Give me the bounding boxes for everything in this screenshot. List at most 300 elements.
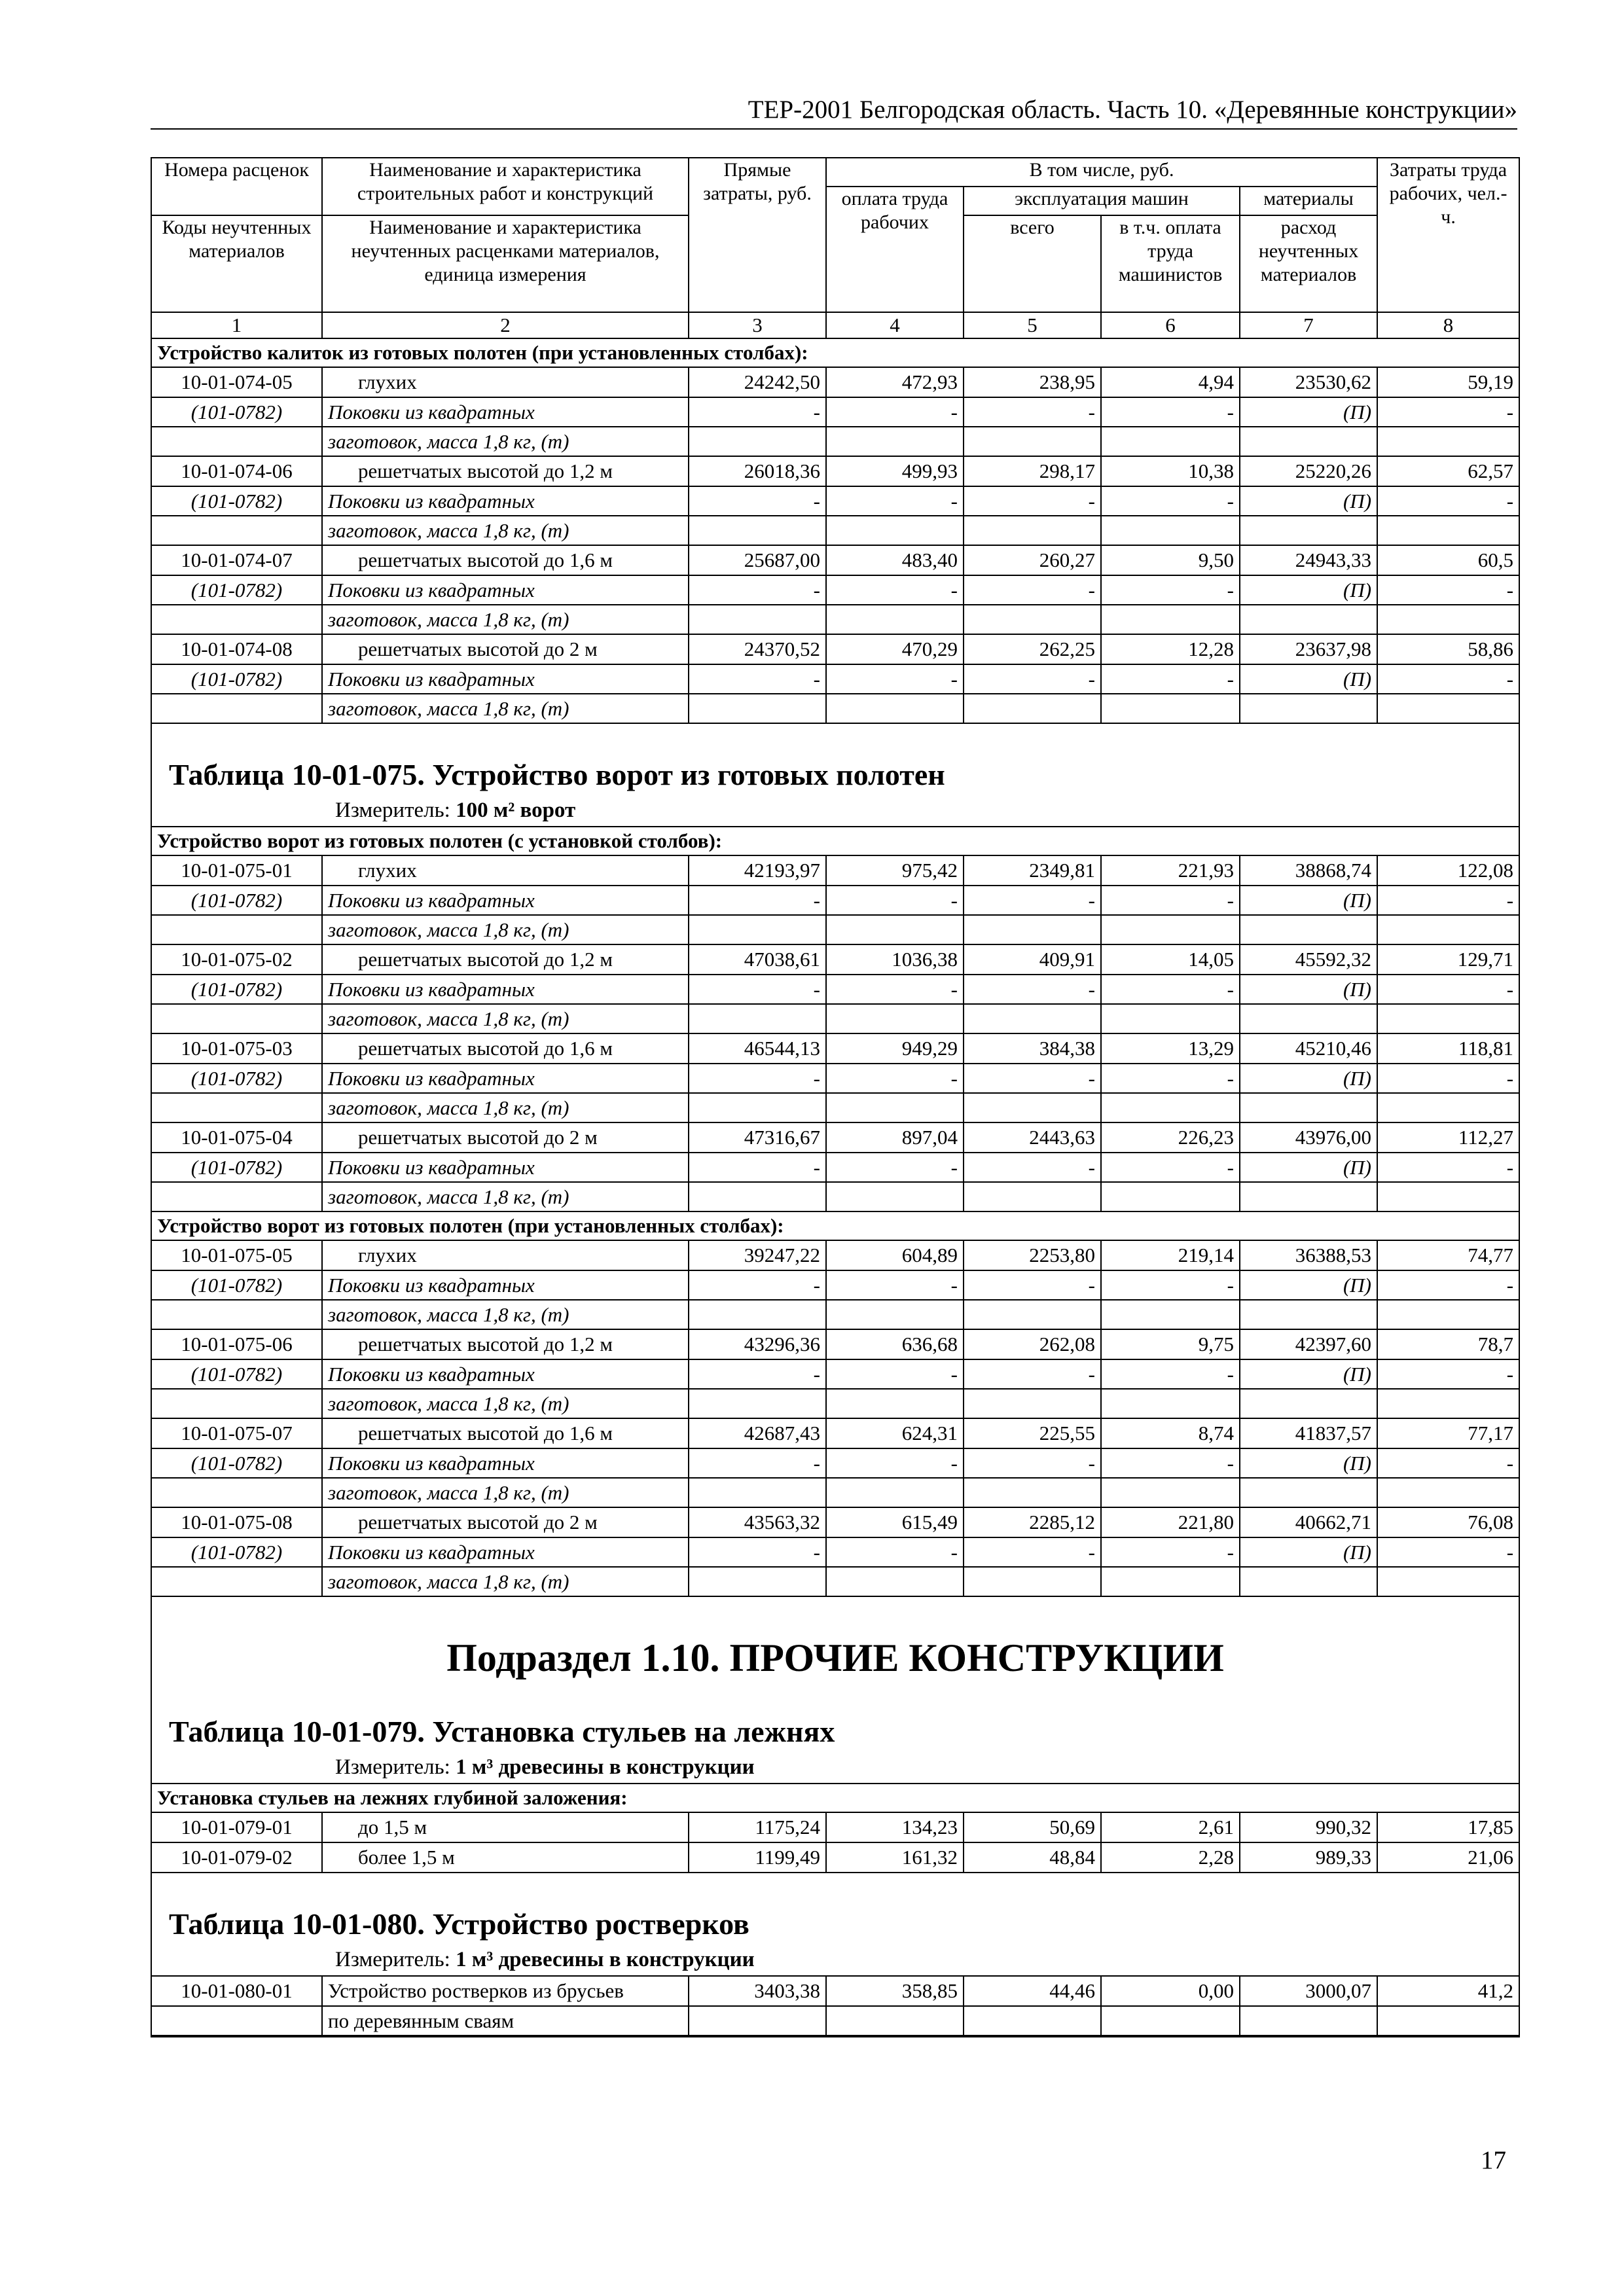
empty-cell bbox=[1101, 1389, 1240, 1418]
value-c5: 2285,12 bbox=[964, 1507, 1101, 1537]
material-d7: (П) bbox=[1240, 486, 1377, 516]
value-c4: 499,93 bbox=[826, 456, 964, 486]
value-c8: 74,77 bbox=[1377, 1240, 1519, 1270]
material-name-cont: заготовок, масса 1,8 кг, (т) bbox=[322, 694, 689, 723]
rate-code: 10-01-080-01 bbox=[152, 1976, 322, 2006]
empty-cell bbox=[152, 1300, 322, 1329]
table-row bbox=[152, 634, 1519, 664]
material-d6: - bbox=[1101, 1270, 1240, 1300]
empty-cell bbox=[1377, 1004, 1519, 1033]
material-d5: - bbox=[964, 1270, 1101, 1300]
value-c4: 624,31 bbox=[826, 1418, 964, 1448]
value-c4: 949,29 bbox=[826, 1033, 964, 1064]
material-d3: - bbox=[689, 1359, 826, 1389]
section-075a-rows bbox=[152, 855, 1519, 1211]
empty-cell bbox=[152, 605, 322, 634]
material-code: (101-0782) bbox=[152, 1359, 322, 1389]
material-d5: - bbox=[964, 1359, 1101, 1389]
empty-cell bbox=[1101, 2006, 1240, 2036]
empty-cell bbox=[689, 1004, 826, 1033]
work-name: решетчатых высотой до 2 м bbox=[322, 1507, 689, 1537]
value-c4: 615,49 bbox=[826, 1507, 964, 1537]
empty-cell bbox=[1240, 605, 1377, 634]
material-name: Поковки из квадратных bbox=[322, 1270, 689, 1300]
empty-cell bbox=[1240, 694, 1377, 723]
table-row bbox=[152, 1329, 1519, 1359]
table-080-title: Таблица 10-01-080. Устройство ростверков bbox=[169, 1907, 749, 1941]
value-c5: 2253,80 bbox=[964, 1240, 1101, 1270]
material-code: (101-0782) bbox=[152, 664, 322, 694]
rate-code: 10-01-074-06 bbox=[152, 456, 322, 486]
material-d8: - bbox=[1377, 664, 1519, 694]
rate-code: 10-01-075-01 bbox=[152, 855, 322, 886]
table-row-material bbox=[152, 1270, 1519, 1300]
empty-cell bbox=[1101, 694, 1240, 723]
material-d5: - bbox=[964, 486, 1101, 516]
table-075-title: Таблица 10-01-075. Устройство ворот из готовых полотен bbox=[169, 758, 945, 791]
col-number: 2 bbox=[322, 312, 689, 338]
value-c7: 42397,60 bbox=[1240, 1329, 1377, 1359]
col-number: 4 bbox=[826, 312, 964, 338]
material-name: Поковки из квадратных bbox=[322, 1359, 689, 1389]
material-d6: - bbox=[1101, 397, 1240, 427]
empty-cell bbox=[1377, 1093, 1519, 1122]
material-d8: - bbox=[1377, 1448, 1519, 1478]
section-subheading: Установка стульев на лежнях глубиной заложения: bbox=[152, 1784, 1519, 1812]
value-c7: 989,33 bbox=[1240, 1842, 1377, 1873]
empty-cell bbox=[689, 1389, 826, 1418]
material-d3: - bbox=[689, 486, 826, 516]
empty-cell bbox=[1377, 915, 1519, 944]
value-c8: 58,86 bbox=[1377, 634, 1519, 664]
material-d5: - bbox=[964, 397, 1101, 427]
empty-cell bbox=[152, 1004, 322, 1033]
col2-bottom-header: Наименование и характеристика неучтенных расценками материалов, единица измерения bbox=[322, 215, 689, 312]
material-code: (101-0782) bbox=[152, 1153, 322, 1182]
table-row bbox=[152, 1122, 1519, 1153]
table-row bbox=[152, 1976, 1519, 2006]
measure-label: Измеритель: bbox=[335, 798, 450, 822]
empty-cell bbox=[964, 516, 1101, 545]
empty-cell bbox=[689, 1567, 826, 1596]
material-name-cont: заготовок, масса 1,8 кг, (т) bbox=[322, 915, 689, 944]
page-header: ТЕР-2001 Белгородская область. Часть 10. «Деревянные конструкции» bbox=[151, 92, 1517, 130]
table-row-material bbox=[152, 575, 1519, 605]
empty-cell bbox=[1377, 427, 1519, 456]
rates-table-080 bbox=[152, 1975, 1519, 2036]
material-d7: (П) bbox=[1240, 397, 1377, 427]
table-row bbox=[152, 1507, 1519, 1537]
value-c5: 2443,63 bbox=[964, 1122, 1101, 1153]
col-number: 7 bbox=[1240, 312, 1377, 338]
empty-cell bbox=[964, 427, 1101, 456]
value-c5: 50,69 bbox=[964, 1812, 1101, 1842]
value-c4: 897,04 bbox=[826, 1122, 964, 1153]
table-row-cont bbox=[152, 2006, 1519, 2036]
work-name: решетчатых высотой до 1,6 м bbox=[322, 1418, 689, 1448]
material-d8: - bbox=[1377, 975, 1519, 1004]
empty-cell bbox=[152, 516, 322, 545]
material-d8: - bbox=[1377, 1153, 1519, 1182]
material-d4: - bbox=[826, 664, 964, 694]
material-d6: - bbox=[1101, 1153, 1240, 1182]
rate-code: 10-01-075-04 bbox=[152, 1122, 322, 1153]
material-d6: - bbox=[1101, 664, 1240, 694]
empty-cell bbox=[689, 694, 826, 723]
empty-cell bbox=[152, 427, 322, 456]
empty-cell bbox=[152, 1567, 322, 1596]
material-d8: - bbox=[1377, 486, 1519, 516]
empty-cell bbox=[826, 1300, 964, 1329]
material-code: (101-0782) bbox=[152, 1064, 322, 1093]
empty-cell bbox=[1240, 1389, 1377, 1418]
value-c7: 3000,07 bbox=[1240, 1976, 1377, 2006]
empty-cell bbox=[1101, 427, 1240, 456]
empty-cell bbox=[152, 1182, 322, 1211]
material-d7: (П) bbox=[1240, 1448, 1377, 1478]
material-code: (101-0782) bbox=[152, 1270, 322, 1300]
material-name-cont: заготовок, масса 1,8 кг, (т) bbox=[322, 605, 689, 634]
table-row-material bbox=[152, 886, 1519, 915]
table-row-material bbox=[152, 486, 1519, 516]
value-c8: 78,7 bbox=[1377, 1329, 1519, 1359]
table-075-measure bbox=[152, 795, 1519, 826]
rates-table-074 bbox=[152, 157, 1519, 724]
empty-cell bbox=[1101, 1182, 1240, 1211]
table-row-material bbox=[152, 1448, 1519, 1478]
material-d3: - bbox=[689, 975, 826, 1004]
table-row bbox=[152, 545, 1519, 575]
material-name-cont: заготовок, масса 1,8 кг, (т) bbox=[322, 1567, 689, 1596]
work-name: глухих bbox=[322, 855, 689, 886]
machines-header: эксплуатация машин bbox=[964, 187, 1240, 215]
table-row-material-cont bbox=[152, 516, 1519, 545]
value-c6: 219,14 bbox=[1101, 1240, 1240, 1270]
value-c4: 358,85 bbox=[826, 1976, 964, 2006]
empty-cell bbox=[964, 1300, 1101, 1329]
value-c4: 470,29 bbox=[826, 634, 964, 664]
empty-cell bbox=[1240, 2006, 1377, 2036]
material-d4: - bbox=[826, 1359, 964, 1389]
value-c4: 483,40 bbox=[826, 545, 964, 575]
empty-cell bbox=[1101, 915, 1240, 944]
material-code: (101-0782) bbox=[152, 486, 322, 516]
material-d7: (П) bbox=[1240, 1153, 1377, 1182]
empty-cell bbox=[826, 915, 964, 944]
material-d7: (П) bbox=[1240, 886, 1377, 915]
value-c5: 262,08 bbox=[964, 1329, 1101, 1359]
material-name-cont: заготовок, масса 1,8 кг, (т) bbox=[322, 1093, 689, 1122]
empty-cell bbox=[1101, 516, 1240, 545]
value-c8: 60,5 bbox=[1377, 545, 1519, 575]
value-c3: 46544,13 bbox=[689, 1033, 826, 1064]
material-d6: - bbox=[1101, 486, 1240, 516]
empty-cell bbox=[826, 1478, 964, 1507]
material-name-cont: заготовок, масса 1,8 кг, (т) bbox=[322, 516, 689, 545]
material-d8: - bbox=[1377, 886, 1519, 915]
material-name: Поковки из квадратных bbox=[322, 886, 689, 915]
empty-cell bbox=[964, 915, 1101, 944]
material-name: Поковки из квадратных bbox=[322, 1064, 689, 1093]
table-row bbox=[152, 456, 1519, 486]
material-d6: - bbox=[1101, 1064, 1240, 1093]
material-name: Поковки из квадратных bbox=[322, 575, 689, 605]
value-c7: 41837,57 bbox=[1240, 1418, 1377, 1448]
value-c6: 2,28 bbox=[1101, 1842, 1240, 1873]
value-c8: 122,08 bbox=[1377, 855, 1519, 886]
col-number: 3 bbox=[689, 312, 826, 338]
empty-cell bbox=[1377, 605, 1519, 634]
material-name-cont: заготовок, масса 1,8 кг, (т) bbox=[322, 1389, 689, 1418]
material-d3: - bbox=[689, 1537, 826, 1567]
empty-cell bbox=[152, 1093, 322, 1122]
empty-cell bbox=[689, 2006, 826, 2036]
table-row-material-cont bbox=[152, 1389, 1519, 1418]
empty-cell bbox=[826, 2006, 964, 2036]
material-d3: - bbox=[689, 886, 826, 915]
material-d3: - bbox=[689, 664, 826, 694]
value-c3: 42687,43 bbox=[689, 1418, 826, 1448]
material-d3: - bbox=[689, 1448, 826, 1478]
value-c4: 1036,38 bbox=[826, 944, 964, 975]
table-row bbox=[152, 1842, 1519, 1873]
empty-cell bbox=[1377, 1567, 1519, 1596]
table-row bbox=[152, 944, 1519, 975]
empty-cell bbox=[1377, 1478, 1519, 1507]
material-code: (101-0782) bbox=[152, 975, 322, 1004]
col-number: 6 bbox=[1101, 312, 1240, 338]
value-c6: 12,28 bbox=[1101, 634, 1240, 664]
empty-cell bbox=[1240, 1093, 1377, 1122]
empty-cell bbox=[826, 427, 964, 456]
value-c7: 25220,26 bbox=[1240, 456, 1377, 486]
value-c6: 9,75 bbox=[1101, 1329, 1240, 1359]
table-row-material bbox=[152, 1064, 1519, 1093]
material-d7: (П) bbox=[1240, 1064, 1377, 1093]
value-c4: 636,68 bbox=[826, 1329, 964, 1359]
table-row-material-cont bbox=[152, 1300, 1519, 1329]
material-d8: - bbox=[1377, 1270, 1519, 1300]
empty-cell bbox=[826, 1004, 964, 1033]
value-c7: 23530,62 bbox=[1240, 367, 1377, 397]
empty-cell bbox=[1377, 2006, 1519, 2036]
col-number: 5 bbox=[964, 312, 1101, 338]
work-name: решетчатых высотой до 2 м bbox=[322, 1122, 689, 1153]
subsection-title: Подраздел 1.10. ПРОЧИЕ КОНСТРУКЦИИ bbox=[446, 1636, 1224, 1679]
table-row-material bbox=[152, 1153, 1519, 1182]
value-c7: 24943,33 bbox=[1240, 545, 1377, 575]
material-d4: - bbox=[826, 1537, 964, 1567]
empty-cell bbox=[964, 1389, 1101, 1418]
value-c3: 24370,52 bbox=[689, 634, 826, 664]
value-c3: 25687,00 bbox=[689, 545, 826, 575]
empty-cell bbox=[1377, 1300, 1519, 1329]
material-d4: - bbox=[826, 886, 964, 915]
empty-cell bbox=[1101, 1567, 1240, 1596]
material-d8: - bbox=[1377, 1359, 1519, 1389]
empty-cell bbox=[1101, 1300, 1240, 1329]
empty-cell bbox=[689, 516, 826, 545]
value-c8: 118,81 bbox=[1377, 1033, 1519, 1064]
section-subheading: Устройство ворот из готовых полотен (с установкой столбов): bbox=[152, 827, 1519, 855]
empty-cell bbox=[826, 1389, 964, 1418]
material-name-cont: заготовок, масса 1,8 кг, (т) bbox=[322, 427, 689, 456]
empty-cell bbox=[1377, 516, 1519, 545]
value-c5: 225,55 bbox=[964, 1418, 1101, 1448]
empty-cell bbox=[1377, 1389, 1519, 1418]
value-c6: 226,23 bbox=[1101, 1122, 1240, 1153]
value-c8: 62,57 bbox=[1377, 456, 1519, 486]
work-name: решетчатых высотой до 1,2 м bbox=[322, 1329, 689, 1359]
empty-cell bbox=[964, 2006, 1101, 2036]
material-d8: - bbox=[1377, 397, 1519, 427]
work-name: решетчатых высотой до 1,6 м bbox=[322, 545, 689, 575]
material-d6: - bbox=[1101, 1448, 1240, 1478]
empty-cell bbox=[1377, 694, 1519, 723]
page-number: 17 bbox=[1481, 2146, 1506, 2174]
value-c3: 1175,24 bbox=[689, 1812, 826, 1842]
value-c6: 8,74 bbox=[1101, 1418, 1240, 1448]
material-d4: - bbox=[826, 1448, 964, 1478]
material-d3: - bbox=[689, 1270, 826, 1300]
material-d8: - bbox=[1377, 1537, 1519, 1567]
col-number: 8 bbox=[1377, 312, 1519, 338]
table-row-material-cont bbox=[152, 694, 1519, 723]
table-row bbox=[152, 1033, 1519, 1064]
empty-cell bbox=[1101, 1478, 1240, 1507]
material-d7: (П) bbox=[1240, 575, 1377, 605]
section-subheading: Устройство калиток из готовых полотен (при установленных столбах): bbox=[152, 338, 1519, 367]
value-c6: 221,93 bbox=[1101, 855, 1240, 886]
empty-cell bbox=[1101, 605, 1240, 634]
value-c8: 59,19 bbox=[1377, 367, 1519, 397]
material-name: Поковки из квадратных bbox=[322, 1537, 689, 1567]
material-d4: - bbox=[826, 1064, 964, 1093]
table-row-material-cont bbox=[152, 1093, 1519, 1122]
material-code: (101-0782) bbox=[152, 1448, 322, 1478]
material-name: Поковки из квадратных bbox=[322, 975, 689, 1004]
section-subheading: Устройство ворот из готовых полотен (при установленных столбах): bbox=[152, 1211, 1519, 1240]
value-c5: 409,91 bbox=[964, 944, 1101, 975]
empty-cell bbox=[964, 605, 1101, 634]
col1-bottom-header: Коды неучтенных материалов bbox=[152, 215, 322, 312]
material-d7: (П) bbox=[1240, 664, 1377, 694]
table-row-material-cont bbox=[152, 1478, 1519, 1507]
empty-cell bbox=[1240, 1182, 1377, 1211]
table-row-material-cont bbox=[152, 427, 1519, 456]
col3-header: Прямые затраты, руб. bbox=[689, 158, 826, 312]
col1-top-header: Номера расценок bbox=[152, 158, 322, 215]
value-c7: 43976,00 bbox=[1240, 1122, 1377, 1153]
table-row bbox=[152, 367, 1519, 397]
material-d3: - bbox=[689, 397, 826, 427]
rate-code: 10-01-074-07 bbox=[152, 545, 322, 575]
material-name: Поковки из квадратных bbox=[322, 397, 689, 427]
value-c8: 21,06 bbox=[1377, 1842, 1519, 1873]
table-row bbox=[152, 1812, 1519, 1842]
empty-cell bbox=[152, 1389, 322, 1418]
table-row bbox=[152, 1418, 1519, 1448]
value-c8: 41,2 bbox=[1377, 1976, 1519, 2006]
section-075b-rows bbox=[152, 1240, 1519, 1596]
value-c5: 298,17 bbox=[964, 456, 1101, 486]
col7-header: расход неучтенных материалов bbox=[1240, 215, 1377, 312]
value-c3: 24242,50 bbox=[689, 367, 826, 397]
material-d5: - bbox=[964, 1153, 1101, 1182]
rates-table-075 bbox=[152, 826, 1519, 1597]
col-number: 1 bbox=[152, 312, 322, 338]
material-d4: - bbox=[826, 397, 964, 427]
rate-code: 10-01-079-02 bbox=[152, 1842, 322, 1873]
table-row-material-cont bbox=[152, 1182, 1519, 1211]
empty-cell bbox=[1101, 1093, 1240, 1122]
value-c3: 47316,67 bbox=[689, 1122, 826, 1153]
empty-cell bbox=[152, 915, 322, 944]
material-name-cont: заготовок, масса 1,8 кг, (т) bbox=[322, 1182, 689, 1211]
in-total-header: В том числе, руб. bbox=[826, 158, 1377, 187]
work-name: Устройство ростверков из брусьев bbox=[322, 1976, 689, 2006]
work-name: решетчатых высотой до 1,6 м bbox=[322, 1033, 689, 1064]
table-row bbox=[152, 855, 1519, 886]
empty-cell bbox=[1240, 516, 1377, 545]
value-c8: 17,85 bbox=[1377, 1812, 1519, 1842]
table-row-material bbox=[152, 1359, 1519, 1389]
value-c3: 39247,22 bbox=[689, 1240, 826, 1270]
material-code: (101-0782) bbox=[152, 1537, 322, 1567]
table-row-material bbox=[152, 664, 1519, 694]
value-c3: 3403,38 bbox=[689, 1976, 826, 2006]
work-name: глухих bbox=[322, 367, 689, 397]
value-c5: 262,25 bbox=[964, 634, 1101, 664]
material-d5: - bbox=[964, 975, 1101, 1004]
value-c3: 26018,36 bbox=[689, 456, 826, 486]
value-c4: 975,42 bbox=[826, 855, 964, 886]
empty-cell bbox=[964, 1567, 1101, 1596]
value-c5: 238,95 bbox=[964, 367, 1101, 397]
material-d6: - bbox=[1101, 1537, 1240, 1567]
work-name: глухих bbox=[322, 1240, 689, 1270]
empty-cell bbox=[1240, 1004, 1377, 1033]
work-name: до 1,5 м bbox=[322, 1812, 689, 1842]
value-c6: 14,05 bbox=[1101, 944, 1240, 975]
material-d3: - bbox=[689, 1153, 826, 1182]
col2-top-header: Наименование и характеристика строительных работ и конструкций bbox=[322, 158, 689, 215]
rate-code: 10-01-075-06 bbox=[152, 1329, 322, 1359]
value-c4: 161,32 bbox=[826, 1842, 964, 1873]
empty-cell bbox=[1240, 1567, 1377, 1596]
section-080-rows bbox=[152, 1976, 1519, 2036]
col8-header: Затраты труда рабочих, чел.-ч. bbox=[1377, 158, 1519, 312]
table-row-material bbox=[152, 397, 1519, 427]
empty-cell bbox=[1240, 915, 1377, 944]
material-d4: - bbox=[826, 486, 964, 516]
measure-value: 1 м³ древесины в конструкции bbox=[456, 1755, 755, 1779]
empty-cell bbox=[152, 2006, 322, 2036]
value-c3: 43563,32 bbox=[689, 1507, 826, 1537]
value-c7: 990,32 bbox=[1240, 1812, 1377, 1842]
rate-code: 10-01-075-02 bbox=[152, 944, 322, 975]
value-c3: 47038,61 bbox=[689, 944, 826, 975]
value-c6: 0,00 bbox=[1101, 1976, 1240, 2006]
work-name: решетчатых высотой до 1,2 м bbox=[322, 944, 689, 975]
empty-cell bbox=[1377, 1182, 1519, 1211]
col6-header: в т.ч. оплата труда машинистов bbox=[1101, 215, 1240, 312]
rates-table-079 bbox=[152, 1783, 1519, 1873]
empty-cell bbox=[689, 915, 826, 944]
empty-cell bbox=[964, 694, 1101, 723]
material-code: (101-0782) bbox=[152, 886, 322, 915]
empty-cell bbox=[826, 1567, 964, 1596]
